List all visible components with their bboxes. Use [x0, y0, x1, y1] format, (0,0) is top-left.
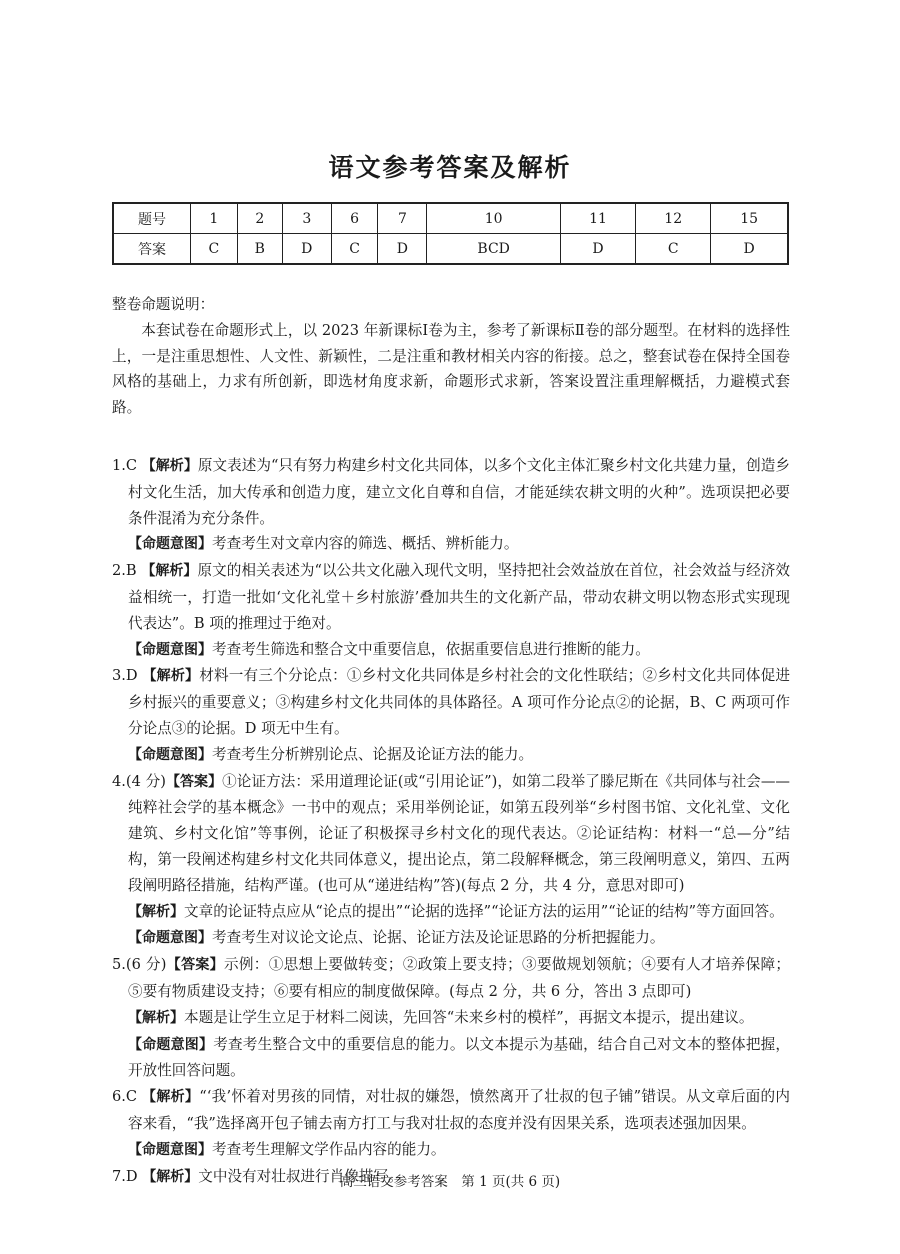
item-text: 本题是让学生立足于材料二阅读，先回答“未来乡村的模样”，再据文本提示，提出建议。 [184, 1008, 754, 1026]
item-text: 3.D [112, 667, 143, 685]
question-number-cell: 12 [636, 203, 711, 234]
answer-item [112, 1084, 790, 1137]
answer-cell: D [282, 234, 331, 265]
answer-item [112, 453, 790, 531]
item-text: 考查考生对议论文论点、论据、论证方法及论证思路的分析把握能力。 [212, 929, 665, 947]
answer-item [112, 769, 790, 899]
intro-heading: 整卷命题说明： [112, 296, 215, 313]
answer-note [112, 637, 790, 664]
section-tag: 【命题意图】 [128, 930, 212, 947]
item-text: 考查考生对文章内容的筛选、概括、辨析能力。 [212, 535, 519, 553]
row-header: 题号 [113, 203, 191, 234]
answer-table [112, 202, 789, 265]
item-text: 7.D [112, 1167, 143, 1185]
answer-note [112, 1032, 790, 1085]
question-number-cell: 1 [191, 203, 238, 234]
section-tag: 【解析】 [142, 1168, 199, 1185]
answer-cell: D [711, 234, 788, 265]
answer-item [112, 952, 790, 1005]
section-tag: 【解析】 [141, 563, 198, 580]
item-text: 原文的相关表述为“以公共文化融入现代文明，坚持把社会效益放在首位，社会效益与经济效益相统一，打造一批如‘文化礼堂＋乡村旅游’叠加共生的文化新产品，带动农耕文明以物态形式实现现代表达”。B 项的推理过于绝对。 [128, 562, 791, 632]
item-text: 考查考生理解文学作品内容的能力。 [212, 1140, 446, 1158]
answer-item [112, 663, 790, 741]
answer-note [112, 899, 790, 926]
question-number-row [113, 203, 788, 234]
answer-note [112, 925, 790, 952]
item-text: 原文表述为“只有努力构建乡村文化共同体，以多个文化主体汇聚乡村文化共建力量，创造乡村文化生活，加大传承和创造力度，建立文化自尊和自信，才能延续农耕文明的火种”。选项误把必要条件混淆为充分条件。 [128, 456, 791, 527]
question-number-cell: 15 [711, 203, 788, 234]
item-text: 6.C [112, 1088, 143, 1106]
question-number-cell: 6 [331, 203, 378, 234]
section-tag: 【答案】 [165, 773, 223, 790]
section-tag: 【解析】 [142, 668, 200, 685]
answer-cell: BCD [427, 234, 561, 265]
answer-row [113, 234, 788, 265]
answer-cell: C [191, 234, 238, 265]
intro-paragraph: 本套试卷在命题形式上，以 2023 年新课标Ⅰ卷为主，参考了新课标Ⅱ卷的部分题型。在材料的选择性上，一是注重思想性、人文性、新颖性，二是注重和教材相关内容的衔接。总之，整套试卷在保持全国卷风格的基础上，力求有所创新，即选材角度求新，命题形式求新，答案设置注重理解概括，力避模式套路。 [112, 321, 790, 417]
answer-cell: B [237, 234, 282, 265]
page-footer: 高三语文参考答案 第 1 页(共 6 页) [339, 1174, 561, 1190]
answer-cell: C [331, 234, 378, 265]
item-text: 文中没有对壮叔进行肖像描写。 [198, 1167, 403, 1185]
question-number-cell: 11 [560, 203, 635, 234]
answer-note [112, 1137, 790, 1164]
question-number-cell: 10 [427, 203, 561, 234]
page-title: 语文参考答案及解析 [328, 153, 572, 182]
item-text: 考查考生整合文中的重要信息的能力。以文本提示为基础，结合自己对文本的整体把握，开放性回答问题。 [128, 1035, 791, 1080]
question-number-cell: 3 [282, 203, 331, 234]
item-text: 示例：①思想上要做转变；②政策上要支持；③要做规划领航；④要有人才培养保障；⑤要有物质建设支持；⑥要有相应的制度做保障。(每点 2 分，共 6 分，答出 3 点即可) [128, 956, 790, 1000]
section-tag: 【解析】 [141, 457, 198, 474]
answer-item [112, 558, 790, 636]
section-tag: 【解析】 [142, 1089, 200, 1106]
item-text: 材料一有三个分论点：①乡村文化共同体是乡村社会的文化性联结；②乡村文化共同体促进乡村振兴的重要意义；③构建乡村文化共同体的具体路径。A 项可作分论点②的论据，B、C 两项可作分论点③的论据。D 项无中生有。 [128, 667, 791, 737]
item-text: ①论证方法：采用道理论证(或“引用论证”)，如第二段举了滕尼斯在《共同体与社会——纯粹社会学的基本概念》一书中的观点；采用举例论证，如第五段列举“乡村图书馆、文化礼堂、文化建筑、乡村文化馆”等事例，论证了积极探寻乡村文化的现代表达。②论证结构：材料一“总—分”结构，第一段阐述构建乡村文化共同体意义，提出论点，第二段解释概念，第三段阐明意义，第四、五两段阐明路径措施，结构严谨。(也可从“递进结构”答)(每点 2 分，共 4 分，意思对即可) [128, 772, 791, 894]
section-tag: 【解析】 [128, 1009, 184, 1026]
section-tag: 【命题意图】 [128, 1141, 212, 1158]
section-tag: 【命题意图】 [128, 746, 212, 763]
answer-cell: D [560, 234, 635, 265]
item-text: 2.B [112, 562, 142, 580]
question-number-cell: 7 [378, 203, 427, 234]
answer-note [112, 531, 790, 558]
answer-note [112, 1005, 790, 1032]
document-body [112, 292, 790, 1190]
answer-explanations [112, 453, 790, 1190]
item-text: 4.(4 分) [112, 772, 166, 790]
item-text: 文章的论证特点应从“论点的提出”“论据的选择”“论证方法的运用”“论证的结构”等方面回答。 [184, 902, 784, 920]
section-tag: 【答案】 [166, 957, 224, 974]
item-text: 5.(6 分) [112, 956, 167, 974]
answer-note [112, 742, 790, 769]
section-tag: 【命题意图】 [128, 1036, 214, 1053]
item-text: 考查考生筛选和整合文中重要信息，依据重要信息进行推断的能力。 [212, 640, 650, 658]
answer-cell: C [636, 234, 711, 265]
answer-cell: D [378, 234, 427, 265]
item-text: 1.C [112, 456, 142, 474]
section-tag: 【解析】 [128, 903, 184, 920]
section-tag: 【命题意图】 [128, 536, 212, 553]
section-tag: 【命题意图】 [128, 641, 212, 658]
item-text: 考查考生分析辨别论点、论据及论证方法的能力。 [212, 745, 534, 763]
question-number-cell: 2 [237, 203, 282, 234]
item-text: “‘我’怀着对男孩的同情，对壮叔的嫌怨，愤然离开了壮叔的包子铺”错误。从文章后面的内容来看，“我”选择离开包子铺去南方打工与我对壮叔的态度并没有因果关系，选项表述强加因果。 [128, 1088, 790, 1132]
row-header: 答案 [113, 234, 191, 265]
